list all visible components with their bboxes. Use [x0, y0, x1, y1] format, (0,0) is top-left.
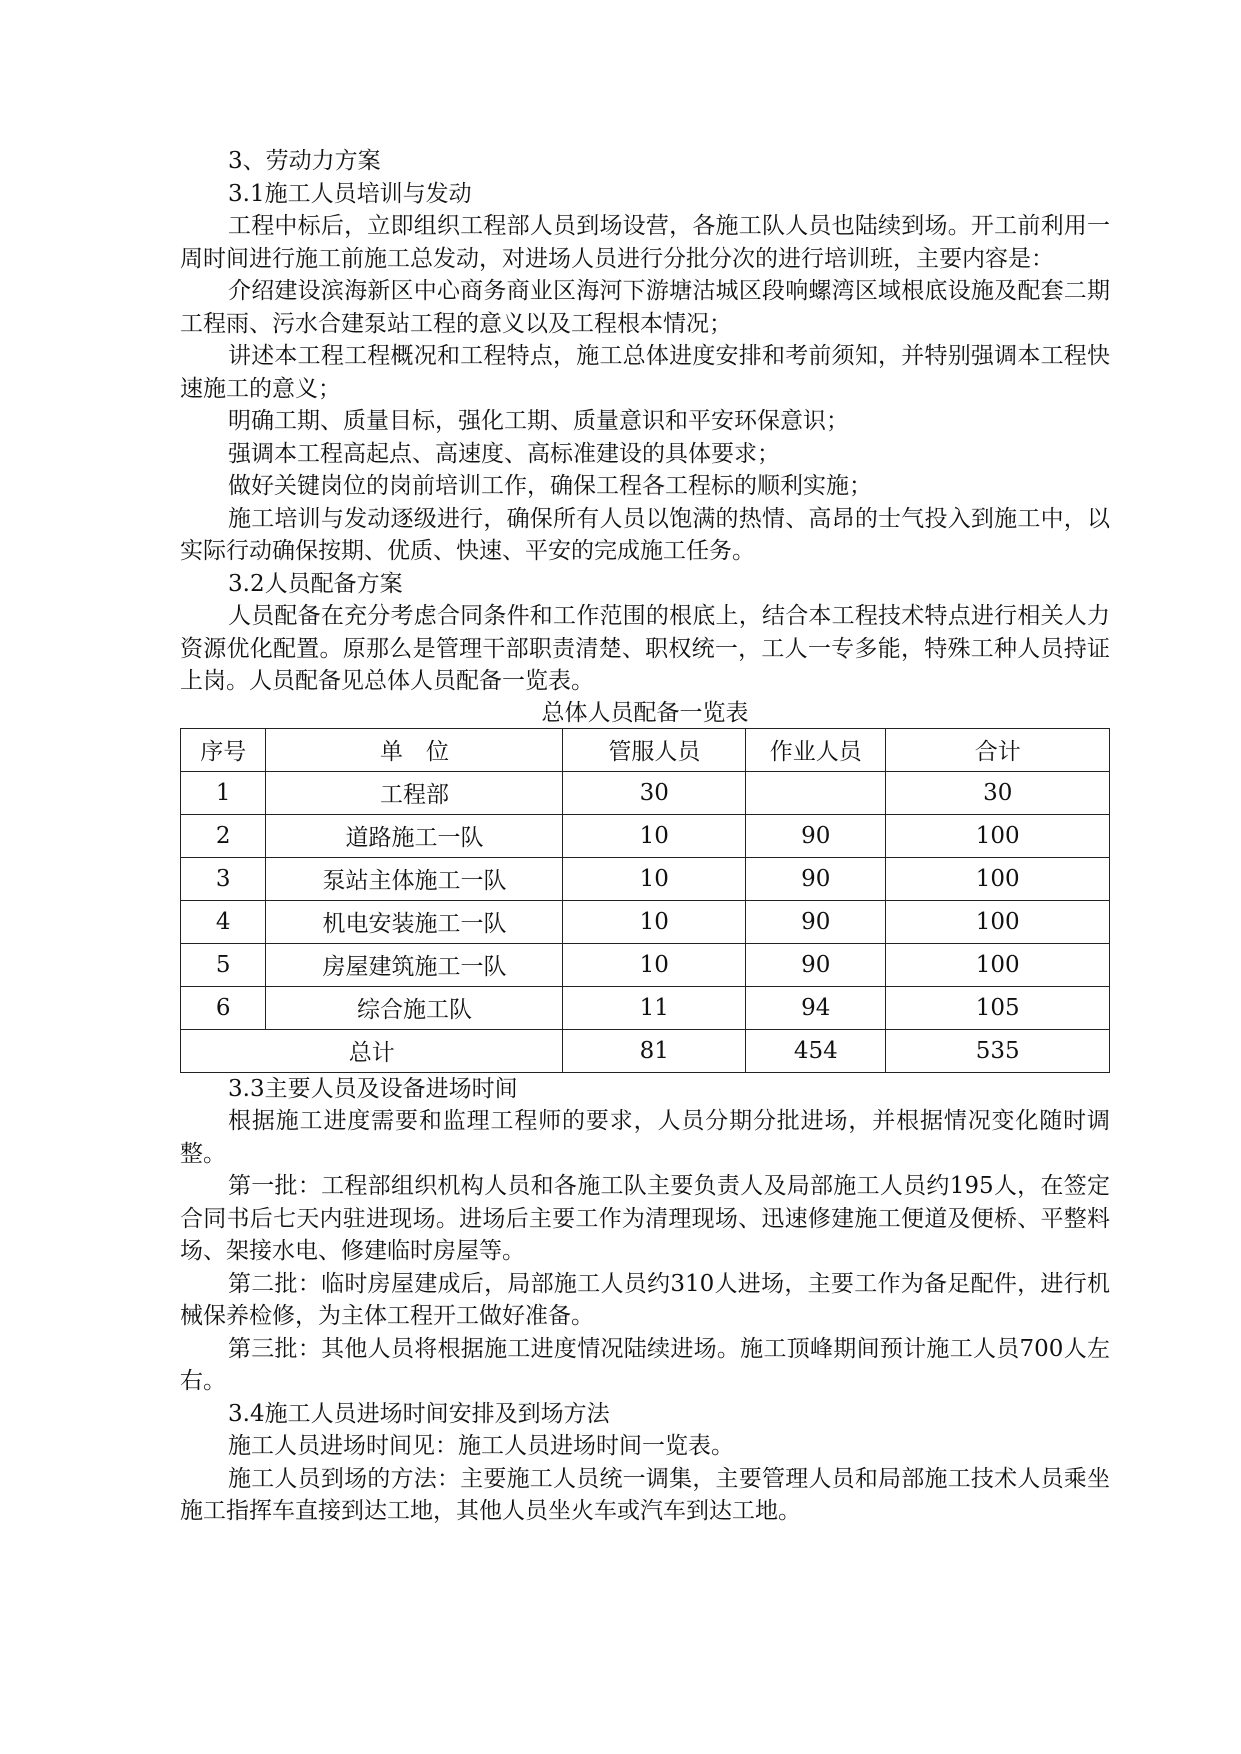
section-3-4-title: 3.4施工人员进场时间安排及到场方法: [228, 1400, 610, 1427]
cell-total: 100: [886, 943, 1110, 986]
paragraph: 介绍建设滨海新区中心商务商业区海河下游塘沽城区段响螺湾区域根底设施及配套二期工程雨、污水合建泵站工程的意义以及工程根本情况；: [180, 278, 1110, 337]
staffing-table: [180, 728, 1110, 1073]
summary-label: 总计: [181, 1029, 563, 1072]
paragraph: 讲述本工程工程概况和工程特点，施工总体进度安排和考前须知，并特别强调本工程快速施工的意义；: [180, 343, 1110, 402]
paragraph: 明确工期、质量目标，强化工期、质量意识和平安环保意识；: [228, 408, 849, 434]
section-3-1-title: 3.1施工人员培训与发动: [228, 180, 472, 207]
cell-unit: 房屋建筑施工一队: [266, 943, 563, 986]
cell-no: 6: [181, 986, 266, 1029]
cell-unit: 机电安装施工一队: [266, 900, 563, 943]
cell-mgmt: 10: [563, 814, 746, 857]
paragraph: 人员配备在充分考虑合同条件和工作范围的根底上，结合本工程技术特点进行相关人力资源优化配置。原那么是管理干部职责清楚、职权统一，工人一专多能，特殊工种人员持证上岗。人员配备见总体人员配备一览表。: [180, 603, 1110, 694]
paragraph: 施工人员进场时间见：施工人员进场时间一览表。: [228, 1433, 734, 1459]
cell-no: 1: [181, 771, 266, 814]
cell-work: 90: [746, 814, 886, 857]
summary-mgmt: 81: [563, 1029, 746, 1072]
paragraph: 根据施工进度需要和监理工程师的要求，人员分期分批进场，并根据情况变化随时调整。: [180, 1108, 1110, 1167]
cell-mgmt: 10: [563, 943, 746, 986]
table-row: [181, 943, 1110, 986]
section-3-2-title: 3.2人员配备方案: [228, 570, 403, 597]
header-mgmt: 管服人员: [563, 728, 746, 771]
paragraph: 施工培训与发动逐级进行，确保所有人员以饱满的热情、高昂的士气投入到施工中，以实际行动确保按期、优质、快速、平安的完成施工任务。: [180, 505, 1110, 564]
cell-work: 90: [746, 943, 886, 986]
table-row: [181, 986, 1110, 1029]
cell-total: 100: [886, 857, 1110, 900]
cell-unit: 道路施工一队: [266, 814, 563, 857]
paragraph: 第一批：工程部组织机构人员和各施工队主要负责人及局部施工人员约195人，在签定合同书后七天内驻进现场。进场后主要工作为清理现场、迅速修建施工便道及便桥、平整料场、架接水电、修建临时房屋等。: [180, 1173, 1110, 1264]
table-row: [181, 900, 1110, 943]
paragraph: 第三批：其他人员将根据施工进度情况陆续进场。施工顶峰期间预计施工人员700人左右。: [180, 1335, 1110, 1394]
cell-no: 3: [181, 857, 266, 900]
cell-unit: 工程部: [266, 771, 563, 814]
paragraph: 第二批：临时房屋建成后，局部施工人员约310人进场，主要工作为备足配件，进行机械保养检修，为主体工程开工做好准备。: [180, 1270, 1110, 1329]
cell-total: 100: [886, 900, 1110, 943]
summary-total: 535: [886, 1029, 1110, 1072]
paragraph: 工程中标后，立即组织工程部人员到场设营，各施工队人员也陆续到场。开工前利用一周时间进行施工前施工总发动，对进场人员进行分批分次的进行培训班，主要内容是：: [180, 213, 1110, 272]
section-title: 3、劳动力方案: [228, 148, 381, 174]
cell-work: 94: [746, 986, 886, 1029]
paragraph: 做好关键岗位的岗前培训工作，确保工程各工程标的顺利实施；: [228, 473, 872, 499]
cell-no: 2: [181, 814, 266, 857]
header-no: 序号: [181, 728, 266, 771]
table-row: [181, 771, 1110, 814]
table-row: [181, 814, 1110, 857]
paragraph: 施工人员到场的方法：主要施工人员统一调集，主要管理人员和局部施工技术人员乘坐施工指挥车直接到达工地，其他人员坐火车或汽车到达工地。: [180, 1465, 1110, 1524]
cell-unit: 综合施工队: [266, 986, 563, 1029]
paragraph: 强调本工程高起点、高速度、高标准建设的具体要求；: [228, 440, 780, 467]
cell-no: 5: [181, 943, 266, 986]
document-page: [180, 145, 1110, 1528]
cell-mgmt: 10: [563, 900, 746, 943]
section-3-3-title: 3.3主要人员及设备进场时间: [228, 1075, 518, 1102]
cell-mgmt: 30: [563, 771, 746, 814]
cell-no: 4: [181, 900, 266, 943]
summary-work: 454: [746, 1029, 886, 1072]
table-header-row: [181, 728, 1110, 771]
header-unit: 单 位: [266, 728, 563, 771]
cell-mgmt: 11: [563, 986, 746, 1029]
cell-mgmt: 10: [563, 857, 746, 900]
cell-work: [746, 771, 886, 814]
cell-total: 100: [886, 814, 1110, 857]
cell-total: 105: [886, 986, 1110, 1029]
table-summary-row: [181, 1029, 1110, 1072]
table-title: 总体人员配备一览表: [541, 699, 749, 726]
table-row: [181, 857, 1110, 900]
cell-unit: 泵站主体施工一队: [266, 857, 563, 900]
header-total: 合计: [886, 728, 1110, 771]
cell-total: 30: [886, 771, 1110, 814]
cell-work: 90: [746, 857, 886, 900]
header-work: 作业人员: [746, 728, 886, 771]
cell-work: 90: [746, 900, 886, 943]
